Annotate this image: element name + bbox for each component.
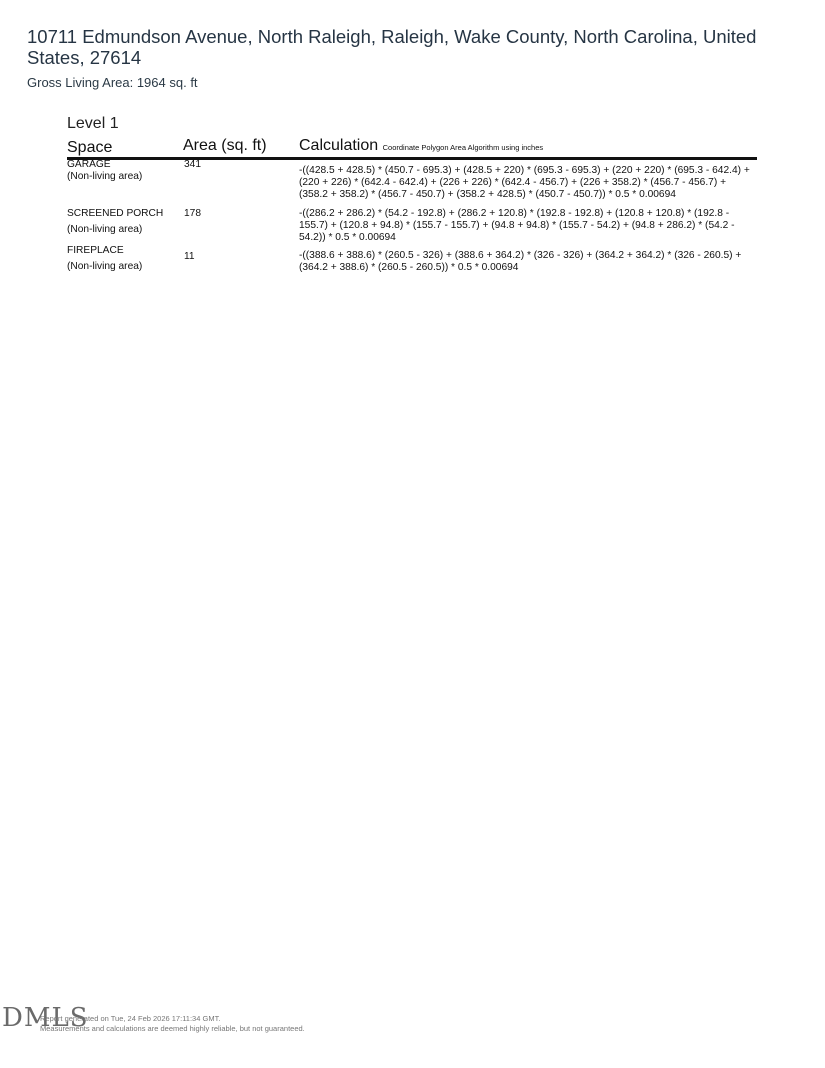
space-name: SCREENED PORCH [67, 208, 164, 219]
table-row-area: 11 [184, 251, 195, 262]
calculation-method-note: Coordinate Polygon Area Algorithm using inches [382, 143, 544, 152]
report-disclaimer: Measurements and calculations are deemed highly reliable, but not guaranteed. [40, 1024, 305, 1033]
table-row-area: 341 [184, 159, 201, 170]
report-generated-text: Report generated on Tue, 24 Feb 2026 17:11:34 GMT. [40, 1014, 221, 1023]
dmls-logo: DMLS [2, 1003, 89, 1033]
property-address: 10711 Edmundson Avenue, North Raleigh, Raleigh, Wake County, North Carolina, United States, 27614 [27, 26, 757, 68]
table-row-calculation: -((388.6 + 388.6) * (260.5 - 326) + (388.6 + 364.2) * (326 - 326) + (364.2 + 364.2) * (326 - 260.5) + (364.2 + 388.6) * (260.5 - 260.5)) * 0.5 * 0.00694 [299, 250, 742, 273]
space-type: (Non-living area) [67, 261, 143, 272]
report-footer [40, 1014, 305, 1034]
column-header-space: Space [67, 139, 113, 156]
column-header-calculation [299, 137, 543, 155]
gross-living-area: Gross Living Area: 1964 sq. ft [27, 75, 198, 90]
table-row-space [67, 245, 179, 273]
space-type: (Non-living area) [67, 224, 143, 235]
table-row-space [67, 208, 179, 236]
space-name: FIREPLACE [67, 245, 124, 256]
column-header-area: Area (sq. ft) [183, 137, 267, 154]
table-row-calculation: -((428.5 + 428.5) * (450.7 - 695.3) + (428.5 + 220) * (695.3 - 695.3) + (220 + 220) * (695.3 - 642.4) + (220 + 226) * (642.4 - 642.4) + (226 + 226) * (642.4 - 456.7) + (226 + 358.2) * (456.7 - 456.7) + (358.2 + 358.2) * (456.7 - 450.7) + (358.2 + 428.5) * (450.7 - 450.7)) * 0.5 * 0.00694 [299, 165, 750, 200]
calculation-header-label: Calculation [299, 137, 379, 154]
space-name: GARAGE [67, 159, 111, 170]
table-row-space [67, 159, 179, 183]
table-row-calculation: -((286.2 + 286.2) * (54.2 - 192.8) + (286.2 + 120.8) * (192.8 - 192.8) + (120.8 + 120.8) * (192.8 - 155.7) + (120.8 + 94.8) * (155.7 - 155.7) + (94.8 + 94.8) * (155.7 - 54.2) + (94.8 + 286.2) * (54.2 - 54.2)) * 0.5 * 0.00694 [299, 208, 735, 243]
table-row-area: 178 [184, 208, 201, 219]
space-type: (Non-living area) [67, 171, 143, 182]
level-title: Level 1 [67, 115, 119, 132]
